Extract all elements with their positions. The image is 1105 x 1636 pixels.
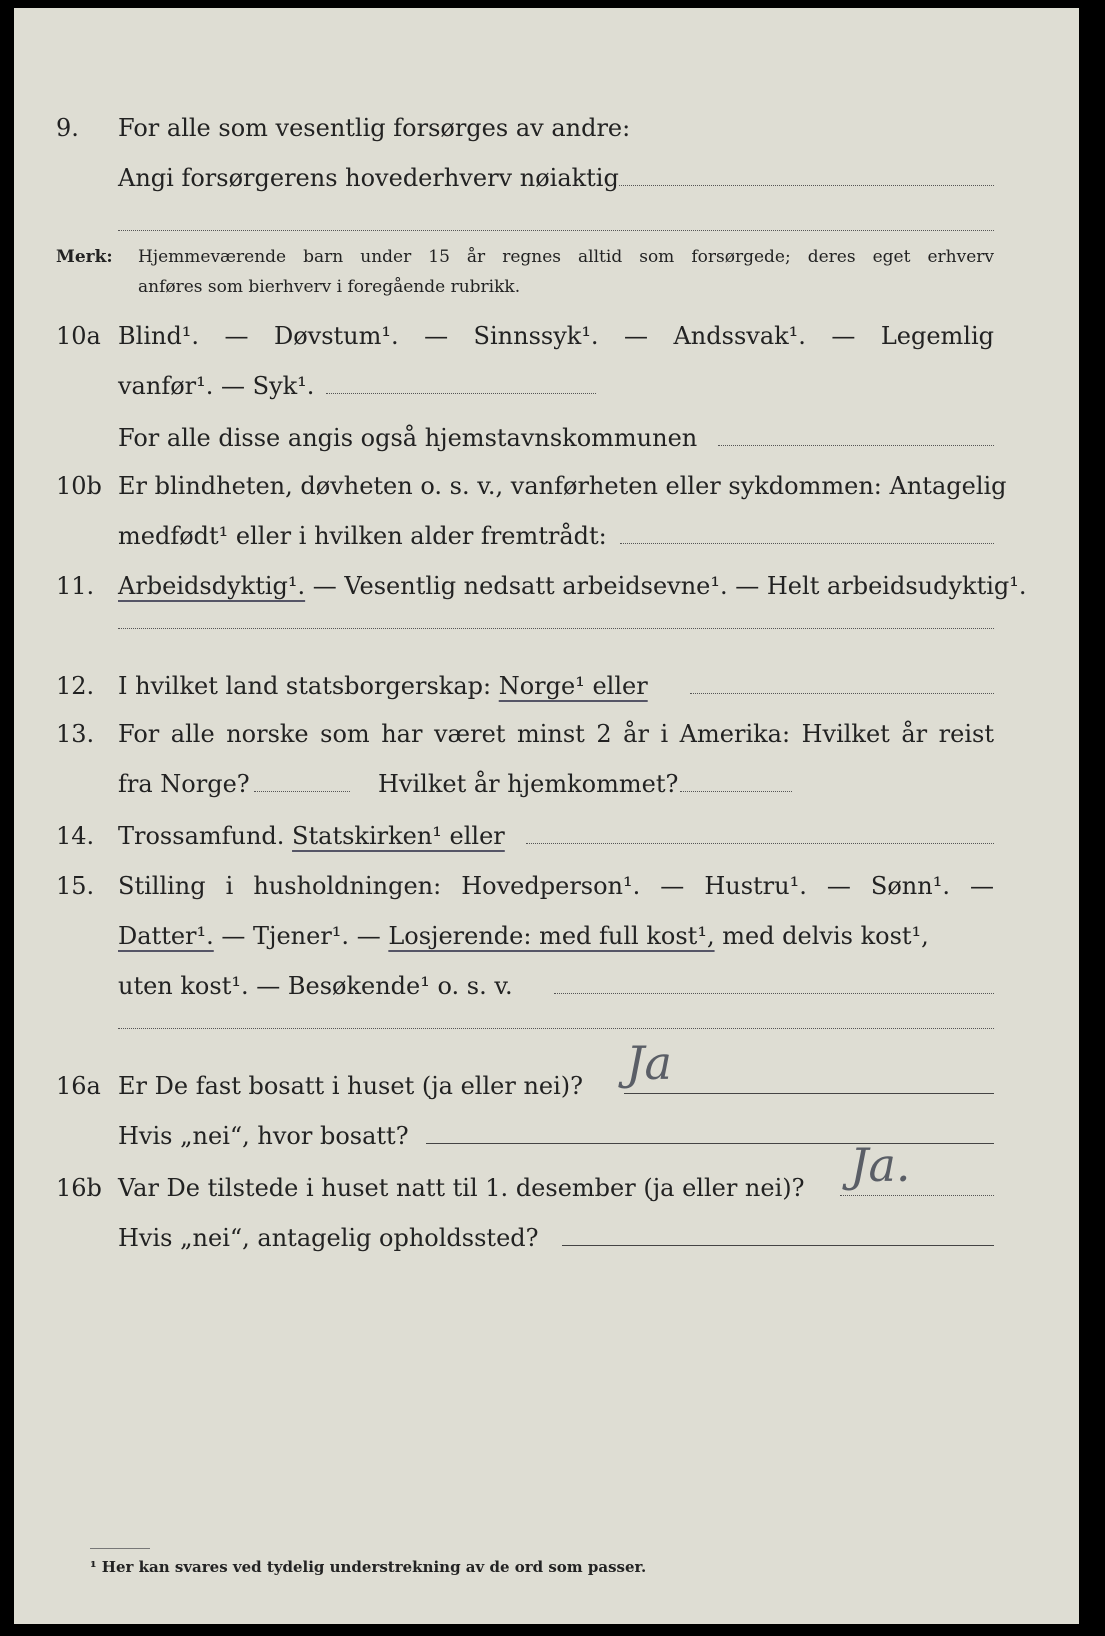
option-arbeidsdyktig[interactable]: Arbeidsdyktig¹. [118,572,306,600]
answer-line-reist[interactable] [254,791,350,792]
question-number: 13. [56,720,95,748]
question-number: 16a [56,1072,101,1100]
question-text: uten kost¹. — Besøkende¹ o. s. v. [118,972,513,1000]
question-text: Hvis „nei“, hvor bosatt? [118,1122,409,1150]
question-text: Trossamfund. [118,822,293,850]
question-number: 15. [56,872,95,900]
question-9-line2 [14,158,1079,198]
question-text: Hvis „nei“, antagelig opholdssted? [118,1224,539,1252]
question-text: Blind¹. — Døvstum¹. — Sinnssyk¹. — Andssvak¹. — Legemlig [118,322,994,350]
answer-line[interactable] [840,1195,994,1196]
answer-line[interactable] [619,185,994,186]
question-text: Er blindheten, døvheten o. s. v., vanførheten eller sykdommen: Antagelig [118,472,1007,500]
footnote: ¹ Her kan svares ved tydelig understrekning av de ord som passer. [90,1558,647,1576]
question-12 [14,666,1079,706]
answer-line[interactable] [718,445,994,446]
question-number: 10a [56,322,101,350]
question-number: 12. [56,672,95,700]
question-number: 10b [56,472,102,500]
question-number: 9. [56,114,79,142]
merk-text: anføres som bierhverv i foregående rubrikk. [138,277,521,297]
question-11 [14,566,1079,606]
question-15-line2 [14,916,1079,956]
question-10b [14,466,1079,506]
question-text: Var De tilstede i huset natt til 1. desember (ja eller nei)? [118,1174,805,1202]
question-text: vanfør¹. — Syk¹. [118,372,315,400]
question-text: Stilling i husholdningen: Hovedperson¹. — Hustru¹. — Sønn¹. — [118,872,994,900]
question-16a [14,1066,1079,1106]
question-text: Hvilket år hjemkommet? [378,770,679,798]
answer-line[interactable] [526,843,994,844]
question-text: fra Norge? [118,770,250,798]
question-14 [14,816,1079,856]
question-10a-line2 [14,366,1079,406]
question-text: — Tjener¹. — [213,922,389,950]
question-10a [14,316,1079,356]
question-text: I hvilket land statsborgerskap: [118,672,499,700]
question-15 [14,866,1079,906]
question-number: 16b [56,1174,102,1202]
question-text: medfødt¹ eller i hvilken alder fremtrådt: [118,522,607,550]
answer-line[interactable] [624,1093,994,1094]
answer-line[interactable] [620,543,994,544]
merk-note-line2 [14,272,1079,312]
handwritten-answer-16b: Ja. [850,1138,911,1192]
question-15-line3 [14,966,1079,1006]
handwritten-answer-16a: Ja [626,1036,672,1090]
answer-line[interactable] [118,628,994,629]
footnote-rule [90,1548,150,1549]
answer-line[interactable] [562,1245,994,1246]
question-text: — Vesentlig nedsatt arbeidsevne¹. — Helt arbeidsudyktig¹. [305,572,1027,600]
question-text: Er De fast bosatt i huset (ja eller nei)? [118,1072,584,1100]
answer-line[interactable] [118,1028,994,1029]
question-text: For alle norske som har været minst 2 år i Amerika: Hvilket år reist [118,720,994,748]
merk-text: Hjemmeværende barn under 15 år regnes alltid som forsørgede; deres eget erhverv [138,247,994,267]
question-16b [14,1168,1079,1208]
question-13-line2 [14,764,1079,804]
question-number: 14. [56,822,95,850]
option-norge[interactable]: Norge¹ eller [498,672,648,700]
question-text: For alle som vesentlig forsørges av andre: [118,114,631,142]
merk-label: Merk: [56,247,113,267]
question-10a-line3 [14,418,1079,458]
answer-line[interactable] [690,693,994,694]
option-losjerende-full-kost[interactable]: Losjerende: med full kost¹, [388,922,715,950]
question-10b-line2 [14,516,1079,556]
question-13 [14,714,1079,754]
option-datter[interactable]: Datter¹. [118,922,214,950]
question-text: For alle disse angis også hjemstavnskommunen [118,424,698,452]
question-9 [14,108,1079,148]
answer-line[interactable] [326,393,596,394]
question-16b-line2 [14,1218,1079,1258]
option-statskirken[interactable]: Statskirken¹ eller [292,822,505,850]
census-form-page [14,8,1079,1624]
question-number: 11. [56,572,95,600]
answer-line[interactable] [118,230,994,231]
answer-line[interactable] [554,993,994,994]
question-16a-line2 [14,1116,1079,1156]
question-text: Angi forsørgerens hovederhverv nøiaktig [118,164,619,192]
answer-line-hjemkommet[interactable] [680,791,792,792]
question-text: med delvis kost¹, [714,922,929,950]
